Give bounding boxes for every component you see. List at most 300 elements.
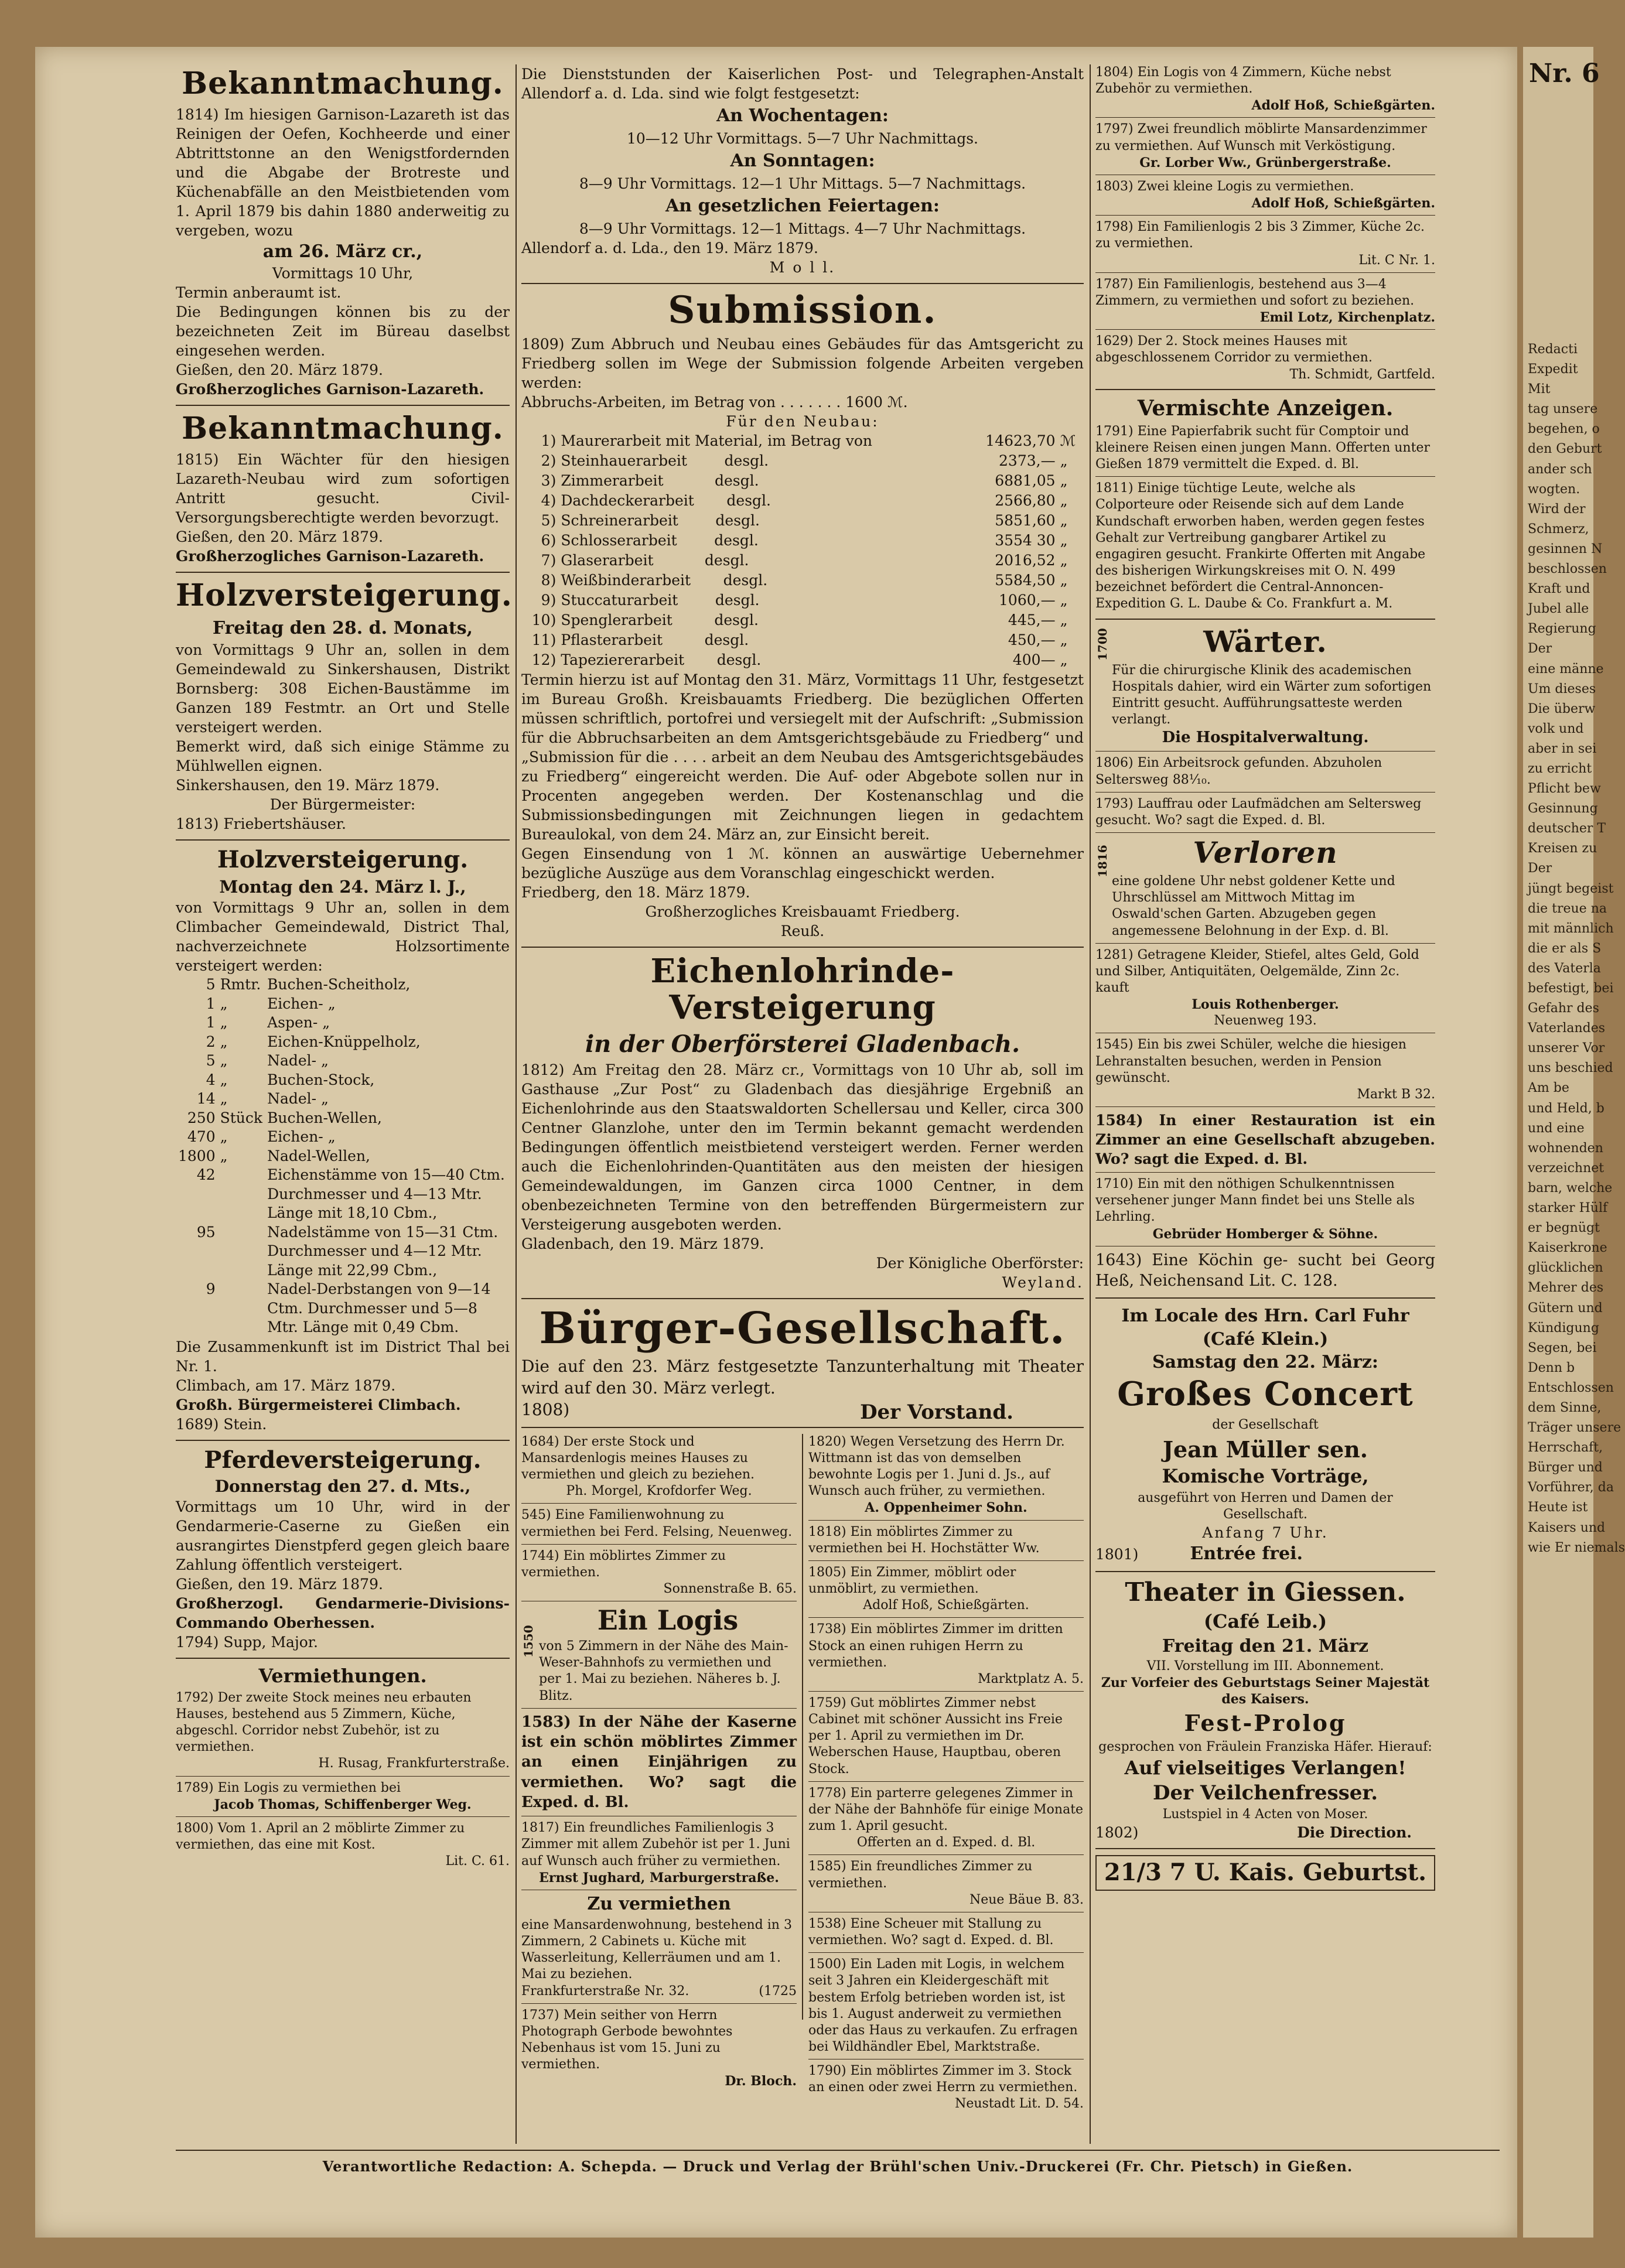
divider (808, 1781, 1084, 1782)
table-row (521, 571, 1084, 590)
adjacent-text-line: wohnenden (1528, 1140, 1603, 1156)
table-cell: 450,— (1008, 631, 1056, 649)
adjacent-text-line: uns beschied (1528, 1061, 1613, 1076)
adjacent-text-line: ander sch (1528, 462, 1592, 477)
divider (1095, 476, 1435, 477)
table-row (176, 995, 510, 1014)
table-cell: Nadel-Wellen, (267, 1147, 371, 1164)
ad-text: 1820) Wegen Versetzung des Herrn Dr. Wittmann ist das von demselben bewohnte Logis per 1. Juni d. Js., auf Wunsch auch früher, zu vermiethen. (808, 1434, 1065, 1499)
ad-hours: 8—9 Uhr Vormittags. 12—1 Mittags. 4—7 Uhr Nachmittags. (579, 220, 1026, 237)
divider (1095, 832, 1435, 833)
adjacent-text-line: Vaterlandes (1528, 1021, 1606, 1036)
divider (1095, 943, 1435, 944)
table-cell: 2566,80 (995, 492, 1056, 510)
table-cell (218, 1166, 265, 1223)
divider (521, 1427, 1084, 1428)
adjacent-text-line: begehen, o (1528, 422, 1600, 437)
ad-subtitle: in der Oberförsterei Gladenbach. (585, 1030, 1020, 1058)
divider (521, 947, 1084, 948)
ad-text: 1584) In einer Restauration ist ein Zimmer an eine Gesellschaft abzugeben. Wo? sagt die Exped. d. Bl. (1095, 1112, 1435, 1168)
ad-logis (521, 1605, 797, 1705)
table-row (521, 610, 1084, 630)
table-row (521, 650, 1084, 670)
ad-footer-row (521, 1399, 1084, 1424)
divider (176, 839, 510, 841)
ad-title: Bekanntmachung. (182, 410, 504, 446)
ad-vermiethungen (176, 1665, 510, 1870)
table-cell: 2373,— (999, 452, 1056, 470)
ad-performer: Jean Müller sen. (1162, 1436, 1368, 1463)
adjacent-text-line: Gefahr des (1528, 1001, 1599, 1016)
table-row (176, 975, 510, 995)
adjacent-text-line: mit männlich (1528, 921, 1614, 936)
adjacent-text-line: Der (1528, 641, 1552, 657)
table-cell: 400— (1012, 651, 1056, 669)
adjacent-text-line: jüngt begeist (1528, 881, 1614, 896)
table-cell: „ (1060, 612, 1068, 629)
ad-sigline: Der Königliche Oberförster: (876, 1254, 1084, 1272)
ad-verloren (1095, 836, 1435, 940)
adjacent-text-line: Mehrer des (1528, 1280, 1604, 1296)
table-cell: 2016,52 (995, 552, 1056, 569)
divider (808, 1854, 1084, 1855)
table-cell: Schlosserarbeit desgl. (561, 532, 759, 549)
ad-title: Holzversteigerung. (217, 845, 469, 873)
ad-text: 1585) Ein freundliches Zimmer zu vermiethen. (808, 1859, 1033, 1891)
table-cell: „ (1060, 651, 1068, 669)
ad-text: 1798) Ein Familienlogis 2 bis 3 Zimmer, Küche 2c. zu vermiethen. (1095, 220, 1425, 251)
ad-time: Vormittags 10 Uhr, (272, 264, 414, 282)
ad-signature: Marktplatz A. 5. (978, 1671, 1084, 1686)
table-cell: ℳ (1060, 432, 1076, 450)
ad-theater (1095, 1578, 1435, 1842)
ad-signature: Der Vorstand. (860, 1400, 1013, 1424)
ad-text: Die Dienststunden der Kaiserlichen Post- und Telegraphen-Anstalt Allendorf a. d. Lda. sind wie folgt festgesetzt: (521, 66, 1084, 102)
ad-number: 1550 (521, 1625, 535, 1658)
table-cell: Glaserarbeit desgl. (561, 552, 749, 569)
table-cell: 8) (541, 572, 557, 589)
table-cell: 5 (206, 1052, 216, 1070)
ad-signature: Adolf Hoß, Schießgärten. (863, 1598, 1029, 1613)
adjacent-text-line: Redacti (1528, 342, 1578, 357)
table-cell: Buchen-Scheitholz, (267, 976, 411, 993)
ad-date: Montag den 24. März l. J., (219, 876, 466, 897)
table-cell: Tapeziererarbeit desgl. (561, 651, 762, 669)
ad-text: 1710) Ein mit den nöthigen Schulkenntnissen versehener junger Mann findet bei uns Stelle als Lehrling. (1095, 1177, 1415, 1225)
ad-title: Ein Logis (597, 1604, 739, 1637)
ad-concert (1095, 1304, 1435, 1565)
table-cell: Nadel-Derbstangen von 9—14 Ctm. Durchmesser und 5—8 Mtr. Länge mit 0,49 Cbm. (267, 1280, 491, 1336)
ad-footer-row (521, 1983, 797, 2000)
table-row (521, 471, 1084, 491)
ad-date: Donnerstag den 27. d. Mts., (214, 1476, 471, 1496)
adjacent-text-line: dem Sinne, (1528, 1400, 1602, 1415)
table-cell: 1 (206, 995, 216, 1012)
ad-signature: Adolf Hoß, Schießgärten. (1251, 98, 1435, 114)
ad-eichenlohrinde (521, 954, 1084, 1292)
ad-number: 1802) (1095, 1824, 1139, 1842)
ad-sigline: Großh. Bürgermeisterei Climbach. (176, 1396, 461, 1413)
table-cell: Rmtr. (220, 976, 261, 993)
ad-text: 1805) Ein Zimmer, möblirt oder unmöblirt, zu vermiethen. (808, 1565, 1016, 1597)
adjacent-text-line: zu erricht (1528, 761, 1592, 776)
ad-subheading: Für den Neubau: (726, 413, 879, 431)
ad-signature: Sonnenstraße B. 65. (663, 1582, 797, 1597)
column-rule (1090, 64, 1091, 2144)
divider (1095, 389, 1435, 390)
table-cell: 2 (206, 1033, 216, 1050)
classifieds-split (521, 1434, 1084, 2112)
ad-place: Gießen, den 20. März 1879. (176, 361, 383, 378)
ad-signature: Gr. Lorber Ww., Grünbergerstraße. (1139, 155, 1391, 170)
ad-text: 1684) Der erste Stock und Mansardenlogis meines Hauses zu vermiethen und gleich zu beziehen. (521, 1434, 755, 1483)
ad-text: Vormittags um 10 Uhr, wird in der Gendarmerie-Caserne zu Gießen ein ausrangirtes Dienstpferd gegen gleich baare Zahlung öffentlich versteigert. (176, 1498, 510, 1574)
ad-number: (1725 (759, 1983, 797, 1999)
divider (176, 1440, 510, 1441)
works-table (521, 431, 1084, 670)
table-cell: 3) (541, 472, 557, 490)
classifieds-left (521, 1434, 797, 2090)
adjacent-text-line: Regierung (1528, 621, 1596, 637)
table-cell: „ (1060, 512, 1068, 530)
classifieds-right (808, 1434, 1084, 2113)
table-row (176, 1071, 510, 1090)
table-cell: Spenglerarbeit desgl. (561, 612, 759, 629)
ad-title: Holzversteigerung. (176, 577, 513, 613)
ad-title: Vermischte Anzeigen. (1137, 395, 1394, 421)
adjacent-text-line: Gesinnung (1528, 801, 1598, 817)
adjacent-text-line: Heute ist (1528, 1500, 1588, 1515)
table-cell: 9) (541, 592, 557, 609)
adjacent-text-line: Jubel alle (1528, 602, 1589, 617)
ad-text: 1538) Eine Scheuer mit Stallung zu vermiethen. Wo? sagt d. Exped. d. Bl. (808, 1916, 1054, 1948)
ad-waerter (1095, 626, 1435, 748)
divider (176, 1776, 510, 1777)
adjacent-text-line: verzeichnet (1528, 1160, 1604, 1176)
ad-body: Gegen Einsendung von 1 ℳ. können an auswärtige Uebernehmer bezügliche Auszüge aus dem Voranschlag eingeschickt werden. (521, 845, 1084, 882)
table-cell: „ (220, 1090, 228, 1108)
ad-place: Climbach, am 17. März 1879. (176, 1376, 396, 1394)
ad-text: Die auf den 23. März festgesetzte Tanzunterhaltung mit Theater wird auf den 30. März verlegt. (521, 1356, 1084, 1398)
adjacent-text-line: Kaiserkrone (1528, 1241, 1607, 1256)
ad-sigline: Großherzogl. Gendarmerie-Divisions-Commando Oberhessen. (176, 1595, 510, 1632)
ad-text: 1744) Ein möblirtes Zimmer zu vermiethen. (521, 1548, 726, 1580)
ad-signature: Gebrüder Homberger & Söhne. (1152, 1226, 1378, 1242)
ad-bekanntmachung-1 (176, 67, 510, 399)
ad-text: Für die chirurgische Klinik des academischen Hospitals dahier, wird ein Wärter zum sofortigen Eintritt gesucht. Aufführungsatteste werden verlangt. (1112, 662, 1432, 727)
divider (521, 1503, 797, 1504)
divider (521, 1708, 797, 1709)
divider (1095, 1848, 1435, 1849)
ad-text: 1791) Eine Papierfabrik sucht für Comptoir und kleinere Reisen einen jungen Mann. Offerten unter Gießen 1879 vermittelt die Exped. d. Bl. (1095, 423, 1430, 472)
table-cell: 12) (531, 651, 557, 669)
ad-text: von Vormittags 9 Uhr an, sollen in dem Gemeindewald zu Sinkershausen, Distrikt Bornsberg: 308 Eichen-Baustämme im Ganzen 189 Festmtr. an Ort und Stelle versteigert werden. (176, 641, 510, 736)
ad-title: Bekanntmachung. (182, 66, 504, 101)
adjacent-text-line: Herrschaft, (1528, 1440, 1603, 1456)
divider (808, 1617, 1084, 1618)
ad-conditions: Die Bedingungen können bis zu der bezeichneten Zeit im Büreau daselbst eingesehen werden. (176, 303, 510, 359)
adjacent-text-line: Der (1528, 861, 1552, 876)
table-row (521, 431, 1084, 451)
ad-kaiser-birthday: 21/3 7 U. Kais. Geburtst. (1095, 1855, 1435, 1891)
ad-number: 1816 (1095, 845, 1109, 878)
adjacent-text-line: Wird der (1528, 501, 1586, 517)
ad-meeting: Die Zusammenkunft ist im District Thal bei Nr. 1. (176, 1338, 510, 1375)
page-footer: Verantwortliche Redaction: A. Schepda. — Druck und Verlag der Brühl'schen Univ.-Druckerei (Fr. Chr. Pietsch) in Gießen. (176, 2150, 1500, 2175)
divider (1095, 792, 1435, 793)
ad-hours: 10—12 Uhr Vormittags. 5—7 Uhr Nachmittags. (626, 130, 978, 147)
table-row (176, 1166, 510, 1223)
table-cell: Zimmerarbeit desgl. (561, 472, 759, 490)
ad-signature: Markt B 32. (1357, 1087, 1435, 1102)
ad-pferdeversteigerung (176, 1447, 510, 1652)
divider (521, 283, 1084, 284)
ad-title: Verloren (1193, 835, 1338, 870)
table-cell: „ (1060, 631, 1068, 649)
ad-signature: Reuß. (780, 923, 825, 940)
adjacent-text-line: Denn b (1528, 1360, 1575, 1375)
divider (521, 2003, 797, 2004)
ad-signature: 1689) Stein. (176, 1415, 267, 1433)
ad-signature: Neustadt Lit. D. 54. (955, 2096, 1084, 2112)
ad-heading: An Sonntagen: (730, 151, 875, 171)
ad-entry: Entrée frei. (1190, 1543, 1303, 1564)
ad-venue-name: (Café Leib.) (1203, 1610, 1327, 1632)
ad-signature: Dr. Bloch. (725, 2074, 797, 2089)
table-cell: Eichen-Knüppelholz, (267, 1033, 421, 1050)
column-2 (521, 64, 1084, 2150)
ad-heading: An gesetzlichen Feiertagen: (665, 196, 940, 216)
table-row (176, 1147, 510, 1166)
table-cell: 14 (196, 1090, 216, 1108)
adjacent-text-line: die er als S (1528, 941, 1602, 956)
ad-signature: Lit. C. 61. (445, 1854, 510, 1869)
ad-signature: H. Rusag, Frankfurterstraße. (318, 1756, 510, 1771)
ad-time: Anfang 7 Uhr. (1202, 1524, 1329, 1541)
ad-signature: Großherzogliches Garnison-Lazareth. (176, 547, 484, 565)
column-3 (1095, 64, 1435, 2150)
ad-text: 1815) Ein Wächter für den hiesigen Lazareth-Neubau wird zum sofortigen Antritt gesucht. Civil-Versorgungsberechtigte werden bevorzugt. (176, 450, 510, 526)
table-cell: Nadel- „ (267, 1090, 329, 1108)
ad-place: Gießen, den 20. März 1879. (176, 528, 383, 545)
table-row (521, 551, 1084, 571)
adjacent-text-line: den Geburt (1528, 442, 1602, 457)
table-row (521, 590, 1084, 610)
table-row (521, 511, 1084, 531)
ad-text: Auf vielseitiges Verlangen! (1124, 1757, 1406, 1779)
ad-text: 1812) Am Freitag den 28. März cr., Vormittags von 10 Uhr ab, soll im Gasthause „Zur Post“ zu Gladenbach das diesjährige Ergebniß an Eichenlohrinde aus den Staatswaldorten Schellersau und Keller, circa 300 Centner Glanzlohe, unter den im Termin bekannt gemacht werdenden Bedingungen öffentlich meistbietend versteigert werden. Ferner werden auch die Eichenlohrinden-Quantitäten aus den meisten der hiesigen Gemeindewaldungen, im Ganzen circa 1000 Centner, in dem obenbezeichneten Termine von den betreffenden Bürgermeistern zur Versteigerung ausgeboten werden. (521, 1061, 1084, 1233)
table-row (176, 1013, 510, 1033)
divider (1095, 619, 1435, 620)
adjacent-text-line: Mit (1528, 382, 1551, 397)
table-cell: 5851,60 (995, 512, 1056, 530)
ad-text: 1545) Ein bis zwei Schüler, welche die hiesigen Lehranstalten besuchen, werden in Pension gewünscht. (1095, 1037, 1406, 1085)
divider (1095, 751, 1435, 752)
table-cell: Weißbinderarbeit desgl. (561, 572, 768, 589)
adjacent-text-line: glücklichen (1528, 1261, 1603, 1276)
adjacent-text-line: gesinnen N (1528, 541, 1603, 556)
ad-holzversteigerung-2 (176, 846, 510, 1434)
ad-number: 1801) (1095, 1545, 1139, 1563)
ad-text: 1814) Im hiesigen Garnison-Lazareth ist das Reinigen der Oefen, Kochheerde und einer Abtrittstonne an den Wenigstfordernden und die Abgabe der Brotreste und Küchenabfälle an den Meistbietenden vom 1. April 1879 bis dahin 1880 anderweitig zu vergeben, wozu (176, 106, 510, 240)
ad-text: 1790) Ein möblirtes Zimmer im 3. Stock an einen oder zwei Herrn zu vermiethen. (808, 2064, 1078, 2095)
divider (521, 1544, 797, 1545)
table-cell: 7) (541, 552, 557, 569)
table-cell: Maurerarbeit mit Material, im Betrag von (561, 432, 873, 450)
table-cell (218, 1280, 265, 1337)
divider (808, 1691, 1084, 1692)
ad-text: 1793) Lauffrau oder Laufmädchen am Seltersweg gesucht. Wo? sagt die Exped. d. Bl. (1095, 796, 1422, 828)
table-cell: Pflasterarbeit desgl. (561, 631, 749, 649)
ad-signature: Emil Lotz, Kirchenplatz. (1259, 310, 1435, 326)
ad-buerger-gesellschaft (521, 1303, 1084, 1424)
table-row (176, 1223, 510, 1280)
divider (1095, 1172, 1435, 1173)
divider (1095, 329, 1435, 330)
adjacent-text-line: starker Hülf (1528, 1201, 1608, 1216)
ad-text: VII. Vorstellung im III. Abonnement. (1146, 1658, 1384, 1673)
table-cell: 5) (541, 512, 557, 530)
table-cell: 4) (541, 492, 557, 510)
ad-signature: 1794) Supp, Major. (176, 1634, 318, 1651)
ad-holzversteigerung-1 (176, 577, 513, 834)
ad-text: ausgeführt von Herren und Damen der Gesellschaft. (1138, 1490, 1393, 1522)
ad-signature: A. Oppenheimer Sohn. (865, 1500, 1027, 1516)
table-cell: 250 (187, 1109, 216, 1126)
divider (1095, 215, 1435, 216)
wood-items-table (176, 975, 510, 1337)
table-cell: Buchen-Stock, (267, 1071, 375, 1088)
divider (176, 572, 510, 573)
table-cell: Eichen- „ (267, 995, 336, 1012)
table-cell: 2) (541, 452, 557, 470)
adjacent-text-line: des Vaterla (1528, 961, 1601, 976)
ad-signature: Louis Rothenberger. (1192, 997, 1339, 1013)
ad-text: 1792) Der zweite Stock meines neu erbauten Hauses, bestehend aus 5 Zimmern, Küche, abgeschl. Corridor nebst Zubehör, ist zu vermiethen. (176, 1690, 472, 1755)
ad-hours: 8—9 Uhr Vormittags. 12—1 Uhr Mittags. 5—7 Nachmittags. (579, 175, 1026, 192)
table-cell: 4 (206, 1071, 216, 1088)
adjacent-text-line: Entschlossen (1528, 1380, 1614, 1395)
ad-text: 1629) Der 2. Stock meines Hauses mit abgeschlossenem Corridor zu vermiethen. (1095, 334, 1373, 366)
newspaper-page (35, 47, 1517, 2238)
ad-text: von Vormittags 9 Uhr an, sollen in dem Climbacher Gemeindewald, District Thal, nachverzeichnete Holzsortimente versteigert werden: (176, 899, 510, 975)
adjacent-text-line: Die überw (1528, 701, 1596, 716)
ad-text: 1797) Zwei freundlich möblirte Mansardenzimmer zu vermiethen. Auf Wunsch mit Verköstigung. (1095, 122, 1427, 153)
adjacent-text-line: Expedit (1528, 362, 1578, 377)
adjacent-page-strip (1523, 47, 1625, 2238)
ad-text: 1800) Vom 1. April an 2 möblirte Zimmer zu vermiethen, das eine mit Kost. (176, 1820, 465, 1853)
ad-date: Samstag den 22. März: (1152, 1352, 1378, 1373)
divider (176, 1658, 510, 1659)
divider (808, 1520, 1084, 1521)
ad-place: Gladenbach, den 19. März 1879. (521, 1235, 764, 1252)
divider (1095, 1297, 1435, 1299)
ad-text: eine Mansardenwohnung, bestehend in 3 Zimmern, 2 Cabinets u. Küche mit Wasserleitung, Kellerräumen und am 1. Mai zu beziehen. (521, 1917, 792, 1982)
table-cell: Nadel- „ (267, 1052, 329, 1070)
ad-signature: Th. Schmidt, Gartfeld. (1289, 367, 1435, 382)
ad-sigline: Der Bürgermeister: (269, 795, 416, 813)
table-row (176, 1089, 510, 1109)
table-cell: 1 (206, 1014, 216, 1031)
table-cell: 1060,— (999, 592, 1056, 609)
ad-text: 545) Eine Familienwohnung zu vermiethen bei Ferd. Felsing, Neuenweg. (521, 1508, 793, 1539)
ad-signature: Adolf Hoß, Schießgärten. (1251, 196, 1435, 211)
adjacent-text-line: wogten. (1528, 481, 1580, 497)
table-cell: „ (1060, 572, 1068, 589)
adjacent-text-line: Pflicht bew (1528, 781, 1601, 797)
ad-text: gesprochen von Fräulein Franziska Häfer. Hierauf: (1098, 1740, 1432, 1755)
ad-place: Friedberg, den 18. März 1879. (521, 884, 750, 901)
table-cell: Steinhauerarbeit desgl. (561, 452, 769, 470)
divider (1095, 272, 1435, 273)
table-cell (218, 1223, 265, 1280)
adjacent-text-line: Bürger und (1528, 1460, 1603, 1475)
ad-text: von 5 Zimmern in der Nähe des Main-Weser-Bahnhofs zu vermiethen und per 1. Mai zu beziehen. Näheres b. J. Blitz. (539, 1639, 788, 1703)
adjacent-text-line: die treue na (1528, 901, 1607, 916)
table-cell: 9 (206, 1280, 216, 1298)
ad-heading: An Wochentagen: (716, 105, 889, 126)
ad-title: Großes Concert (1117, 1374, 1414, 1413)
column-1 (176, 64, 513, 2150)
adjacent-text-line: und Held, b (1528, 1101, 1604, 1116)
table-cell: 5 (206, 976, 216, 993)
adjacent-text-line: er begnügt (1528, 1221, 1600, 1236)
ad-date: Freitag den 28. d. Monats, (212, 618, 473, 639)
ad-footer-row (1095, 1823, 1435, 1842)
table-cell: „ (1060, 552, 1068, 569)
adjacent-text-line: aber in sei (1528, 741, 1597, 756)
ad-text: 1737) Mein seither von Herrn Photograph Gerbode bewohntes Nebenhaus ist vom 15. Juni zu vermiethen. (521, 2007, 733, 2072)
table-cell: „ (1060, 452, 1068, 470)
ad-signature: Ernst Jughard, Marburgerstraße. (539, 1870, 779, 1886)
divider (176, 1816, 510, 1817)
adjacent-text-line: deutscher T (1528, 821, 1606, 836)
ad-date: am 26. März cr., (262, 241, 423, 262)
ad-abbruch: Abbruchs-Arbeiten, im Betrag von . . . . . . . 1600 ℳ. (521, 394, 908, 411)
adjacent-text-line: barn, welche (1528, 1180, 1613, 1196)
ad-signature: Die Direction. (1297, 1824, 1412, 1842)
divider (1095, 1571, 1435, 1572)
table-cell: „ (220, 995, 228, 1012)
table-cell: 445,— (1008, 612, 1056, 629)
table-cell: „ (1060, 492, 1068, 510)
ad-bekanntmachung-2 (176, 412, 510, 566)
ad-venue-name: (Café Klein.) (1202, 1328, 1329, 1350)
table-cell: 10) (531, 612, 557, 629)
adjacent-page-text (1528, 340, 1625, 1558)
table-cell: Nadelstämme von 15—31 Ctm. Durchmesser und 4—12 Mtr. Länge mit 22,99 Cbm., (267, 1223, 499, 1279)
adjacent-text-line: Segen, bei (1528, 1340, 1597, 1355)
ad-signature: Neue Bäue B. 83. (969, 1892, 1084, 1907)
ad-number: 1808) (521, 1399, 570, 1419)
table-row (176, 1128, 510, 1147)
table-cell: „ (1060, 532, 1068, 549)
ad-intro: 1809) Zum Abbruch und Neubau eines Gebäudes für das Amtsgericht zu Friedberg sollen im Wege der Submission folgende Arbeiten vergeben werden: (521, 336, 1084, 392)
table-cell: 1) (541, 432, 557, 450)
table-cell: Eichenstämme von 15—40 Ctm. Durchmesser und 4—13 Mtr. Länge mit 18,10 Cbm., (267, 1166, 505, 1222)
table-cell: 470 (187, 1128, 216, 1146)
adjacent-text-line: Kreisen zu (1528, 841, 1597, 856)
table-cell: „ (220, 1014, 228, 1031)
table-cell: 95 (196, 1223, 216, 1241)
adjacent-page-title: Nr. 6 (1529, 59, 1600, 88)
adjacent-text-line: und eine (1528, 1121, 1585, 1136)
ad-text: 1500) Ein Laden mit Logis, in welchem seit 3 Jahren ein Kleidergeschäft mit bestem Erfolg betrieben worden ist, ist bis 1. August anderweit zu vermiethen oder das Haus zu verkaufen. Zu erfragen bei Wildhändler Ebel, Marktstraße. (808, 1957, 1078, 2054)
table-cell: Aspen- „ (267, 1014, 330, 1031)
table-cell: 3554 30 (995, 532, 1056, 549)
ad-signature: Jacob Thomas, Schiffenberger Weg. (214, 1796, 472, 1812)
adjacent-text-line: unserer Vor (1528, 1041, 1605, 1056)
